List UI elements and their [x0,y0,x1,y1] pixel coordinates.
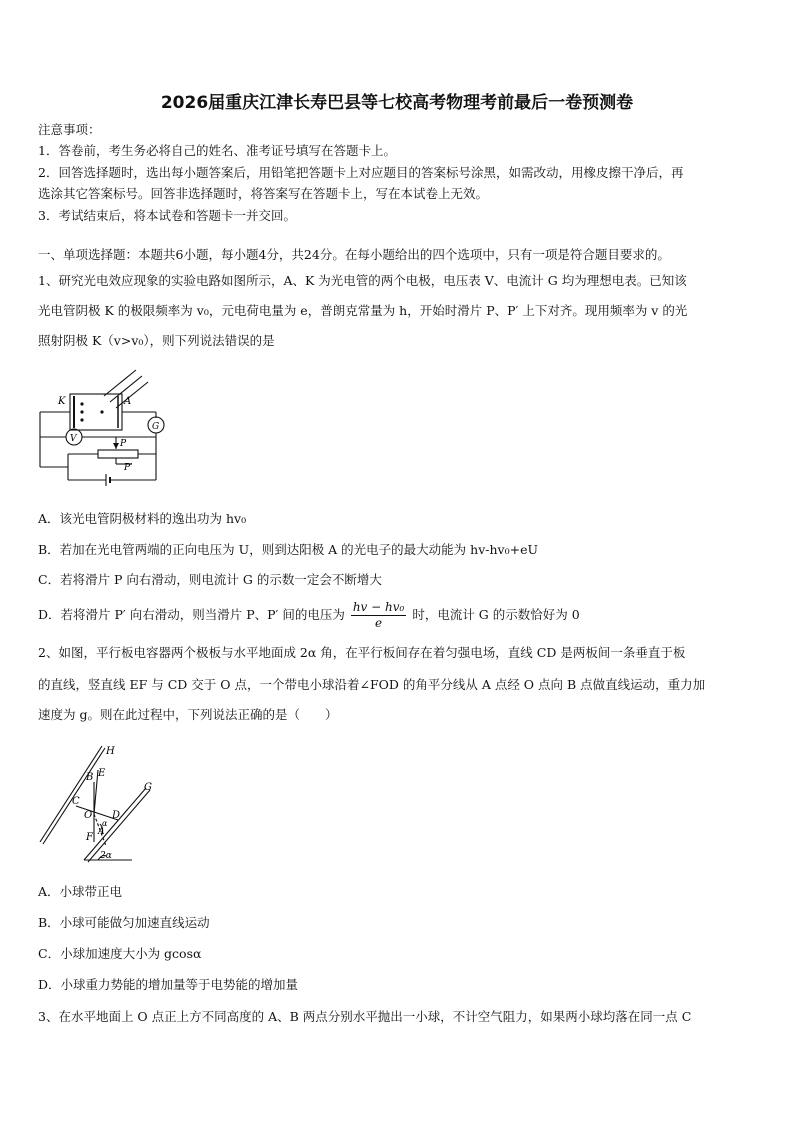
q2-option-a: A．小球带正电 [38,884,123,899]
voltmeter-label: V [70,434,77,444]
label-A: A [124,396,132,407]
q1-option-d-prefix: D．若将滑片 P′ 向右滑动，则当滑片 P、P′ 间的电压为 [38,607,345,622]
label-E: E [98,768,106,779]
label-G: G [144,782,152,793]
notice-heading: 注意事项： [38,122,101,137]
label-F: F [86,832,93,843]
notice-item: 2．回答选择题时，选出每小题答案后，用铅笔把答题卡上对应题目的答案标号涂黑，如需改动，用橡皮擦干净后，再 [38,165,684,180]
notice-item: 1．答卷前，考生务必将自己的姓名、准考证号填写在答题卡上。 [38,143,396,158]
label-alpha: α [102,819,108,828]
q2-option-c: C．小球加速度大小为 gcosα [38,946,202,961]
q2-option-b: B．小球可能做匀加速直线运动 [38,915,210,930]
page-title: 2026届重庆江津长寿巴县等七校高考物理考前最后一卷预测卷 [160,93,634,113]
q1-stem-line: 照射阴极 K（v>v₀），则下列说法错误的是 [38,333,275,348]
q2-option-d: D．小球重力势能的增加量等于电势能的增加量 [38,977,299,992]
q1-option-d-suffix: 时，电流计 G 的示数恰好为 0 [412,607,580,622]
label-D: D [112,810,121,821]
notice-item: 选涂其它答案标号。回答非选择题时，将答案写在答题卡上，写在本试卷上无效。 [38,186,489,201]
label-B: B [86,772,94,783]
q1-option-b: B．若加在光电管两端的正向电压为 U，则到达阳极 A 的光电子的最大动能为 hv-hv₀+eU [38,542,539,557]
galvanometer-label: G [152,422,160,432]
label-K: K [58,396,66,407]
notice-item: 3．考试结束后，将本试卷和答题卡一并交回。 [38,208,296,223]
q1-option-c: C．若将滑片 P 向右滑动，则电流计 G 的示数一定会不断增大 [38,572,382,587]
label-H: H [106,746,115,757]
label-O: O [84,810,93,821]
q1-stem-line: 1、研究光电效应现象的实验电路如图所示，A、K 为光电管的两个电极，电压表 V、电流计 G 均为理想电表。已知该 [38,273,687,288]
q2-stem-line: 速度为 g。则在此过程中，下列说法正确的是（ ） [38,707,338,722]
label-P: P [120,439,127,449]
fraction [351,600,407,631]
label-angle-2alpha: 2α [100,851,112,861]
q1-stem-line: 光电管阴极 K 的极限频率为 v₀，元电荷电量为 e，普朗克常量为 h，开始时滑片 P、P′ 上下对齐。现用频率为 v 的光 [38,303,688,318]
fraction-numerator: hv − hv₀ [352,600,405,614]
capacitor-figure [36,738,166,866]
section-heading: 一、单项选择题：本题共6小题，每小题4分，共24分。在每小题给出的四个选项中，只有一项是符合题目要求的。 [38,247,670,262]
fraction-denominator: e [375,616,383,630]
q2-stem-line: 的直线，竖直线 EF 与 CD 交于 O 点，一个带电小球沿着∠FOD 的角平分线从 A 点经 O 点向 B 点做直线运动，重力加 [38,677,706,692]
q1-option-d [38,598,580,632]
label-C: C [72,796,80,807]
q1-option-a: A．该光电管阴极材料的逸出功为 hv₀ [38,511,247,526]
q2-stem-line: 2、如图，平行板电容器两个极板与水平地面成 2α 角，在平行板间存在着匀强电场，直线 CD 是两板间一条垂直于板 [38,645,686,660]
label-P-prime: P′ [124,463,133,473]
label-A: A [98,827,105,837]
photoelectric-circuit-figure [36,366,176,500]
q3-stem-line: 3、在水平地面上 O 点正上方不同高度的 A、B 两点分别水平抛出一小球，不计空气阻力，如果两小球均落在同一点 C [38,1009,692,1024]
